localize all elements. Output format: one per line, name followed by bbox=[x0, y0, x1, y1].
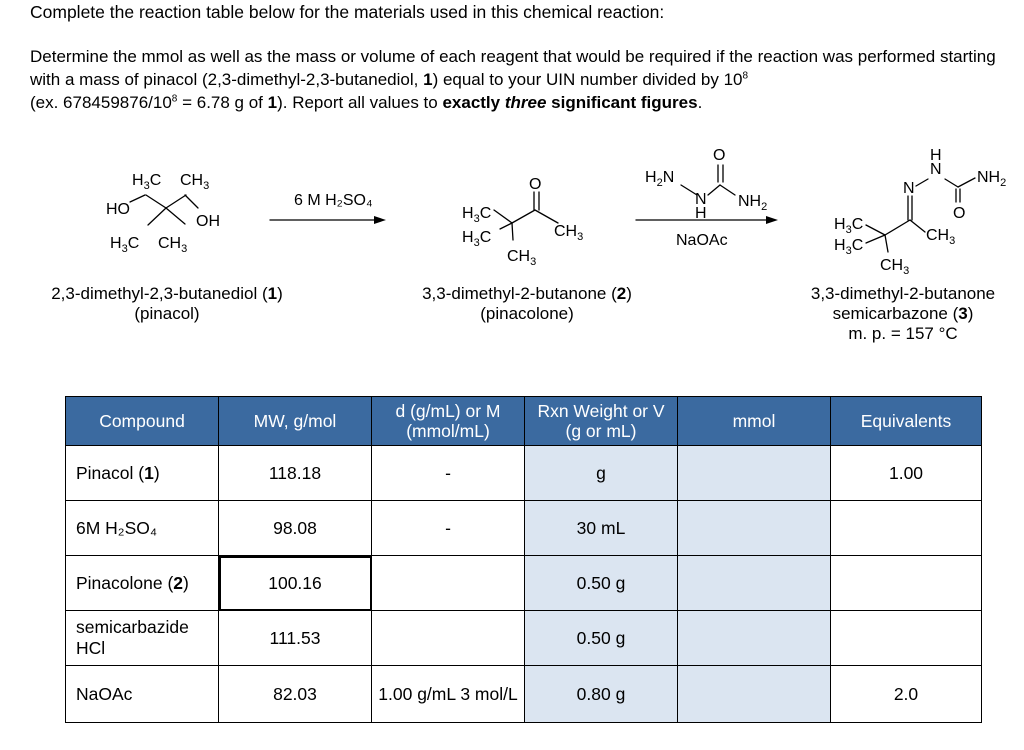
compound-cell: semicarbazide HCl bbox=[66, 611, 219, 666]
svg-text:O: O bbox=[953, 205, 966, 222]
svg-text:H: H bbox=[695, 205, 707, 222]
compound-cell: Pinacolone (2) bbox=[66, 556, 219, 611]
svg-text:OH: OH bbox=[196, 213, 220, 230]
svg-text:CH3: $CH_3$ bbox=[158, 235, 188, 255]
compound-3-name-2: semicarbazone (3) bbox=[832, 304, 974, 323]
svg-text:CH3: $CH_3$ bbox=[507, 248, 537, 268]
table-row bbox=[66, 501, 982, 556]
svg-text:HO: HO bbox=[106, 201, 130, 218]
compound-2-label bbox=[392, 284, 662, 324]
svg-text:H3C: $H_3C$ bbox=[462, 205, 492, 225]
instructions: Determine the mmol as well as the mass or volume of each reagent that would be required if the reaction was performed starting with a mass of pinacol (2,3-dimethyl-2,3-butanediol, 1) equal to your UIN number divided by $10^8$ (ex. $678459876/10^8 = 6.78$ g of 1). Report all values to exactly three significant figures. bbox=[30, 47, 996, 112]
svg-text:NH2: $NH_2$ bbox=[738, 193, 768, 213]
equiv-cell[interactable] bbox=[831, 611, 982, 666]
equiv-cell: 1.00 bbox=[831, 446, 982, 501]
table-row bbox=[66, 666, 982, 723]
weight-cell[interactable]: g bbox=[525, 446, 678, 501]
header-compound: Compound bbox=[66, 397, 219, 446]
svg-text:O: O bbox=[529, 176, 542, 193]
mmol-cell[interactable] bbox=[678, 611, 831, 666]
svg-text:O: O bbox=[713, 147, 726, 164]
compound-1-label bbox=[22, 284, 312, 324]
svg-text:H3C: $H_3C$ bbox=[132, 172, 162, 192]
table-row bbox=[66, 611, 982, 666]
svg-text:H2N: $H_2N$ bbox=[645, 169, 675, 189]
svg-text:N: N bbox=[903, 180, 915, 197]
compound-1-common: (pinacol) bbox=[134, 304, 200, 323]
header-mw: MW, g/mol bbox=[219, 397, 372, 446]
header-density: d (g/mL) or M (mmol/mL) bbox=[372, 397, 525, 446]
svg-text:NH2: $NH_2$ bbox=[977, 169, 1007, 189]
svg-text:CH3: $CH_3$ bbox=[880, 257, 910, 277]
header-equivalents: Equivalents bbox=[831, 397, 982, 446]
density-cell: 1.00 g/mL 3 mol/L bbox=[372, 666, 525, 723]
mw-cell: 118.18 bbox=[219, 446, 372, 501]
equiv-cell[interactable] bbox=[831, 556, 982, 611]
svg-text:H3C: $H_3C$ bbox=[110, 235, 140, 255]
page-title: Complete the reaction table below for the materials used in this chemical reaction: bbox=[30, 2, 665, 22]
reagent-naoac: NaOAc bbox=[676, 232, 728, 249]
weight-cell: 0.50 g bbox=[525, 556, 678, 611]
pinacol-structure bbox=[106, 172, 220, 255]
svg-text:H3C: $H_3C$ bbox=[834, 237, 864, 257]
compound-2-name: 3,3-dimethyl-2-butanone (2) bbox=[422, 284, 632, 303]
compound-3-label bbox=[790, 284, 1016, 344]
semicarbazone-structure bbox=[834, 147, 1006, 277]
compound-cell: Pinacol (1) bbox=[66, 446, 219, 501]
svg-text:H3C: $H_3C$ bbox=[834, 216, 864, 236]
scheme-structures bbox=[0, 140, 1024, 380]
table-row bbox=[66, 556, 982, 611]
mw-cell: 82.03 bbox=[219, 666, 372, 723]
reaction-arrow-1 bbox=[270, 192, 386, 224]
svg-text:CH3: $CH_3$ bbox=[180, 172, 210, 192]
svg-text:H: H bbox=[930, 147, 942, 164]
mw-cell: 98.08 bbox=[219, 501, 372, 556]
compound-1-name: 2,3-dimethyl-2,3-butanediol (1) bbox=[51, 284, 283, 303]
weight-cell: 30 mL bbox=[525, 501, 678, 556]
svg-text:CH3: $CH_3$ bbox=[554, 223, 584, 243]
reagent-h2so4: 6 M H₂SO₄ bbox=[294, 192, 373, 209]
header-weight: Rxn Weight or V (g or mL) bbox=[525, 397, 678, 446]
mw-cell: 111.53 bbox=[219, 611, 372, 666]
compound-2-common: (pinacolone) bbox=[480, 304, 574, 323]
mmol-cell[interactable] bbox=[678, 556, 831, 611]
svg-text:N: N bbox=[930, 161, 942, 178]
table-row bbox=[66, 446, 982, 501]
mmol-cell[interactable] bbox=[678, 501, 831, 556]
compound-cell: NaOAc bbox=[66, 666, 219, 723]
weight-cell: 0.80 g bbox=[525, 666, 678, 723]
density-cell: - bbox=[372, 446, 525, 501]
reaction-arrow-2 bbox=[636, 147, 778, 249]
svg-text:CH3: $CH_3$ bbox=[926, 227, 956, 247]
equiv-cell: 2.0 bbox=[831, 666, 982, 723]
compound-3-name: 3,3-dimethyl-2-butanone bbox=[810, 284, 996, 303]
equiv-cell[interactable] bbox=[831, 501, 982, 556]
density-cell: - bbox=[372, 501, 525, 556]
compound-cell: 6M H₂SO₄ bbox=[66, 501, 219, 556]
svg-text:H3C: $H_3C$ bbox=[462, 229, 492, 249]
header-mmol: mmol bbox=[678, 397, 831, 446]
weight-cell: 0.50 g bbox=[525, 611, 678, 666]
reaction-scheme bbox=[0, 140, 1024, 380]
reaction-table bbox=[65, 396, 982, 723]
mmol-cell[interactable] bbox=[678, 446, 831, 501]
svg-text:N: N bbox=[695, 191, 707, 208]
pinacolone-structure bbox=[462, 176, 583, 268]
density-cell[interactable] bbox=[372, 611, 525, 666]
table-header-row bbox=[66, 397, 982, 446]
mw-cell-highlighted: 100.16 bbox=[219, 556, 372, 611]
compound-3-mp: m. p. = 157 °C bbox=[848, 324, 958, 343]
density-cell[interactable] bbox=[372, 556, 525, 611]
mmol-cell[interactable] bbox=[678, 666, 831, 723]
